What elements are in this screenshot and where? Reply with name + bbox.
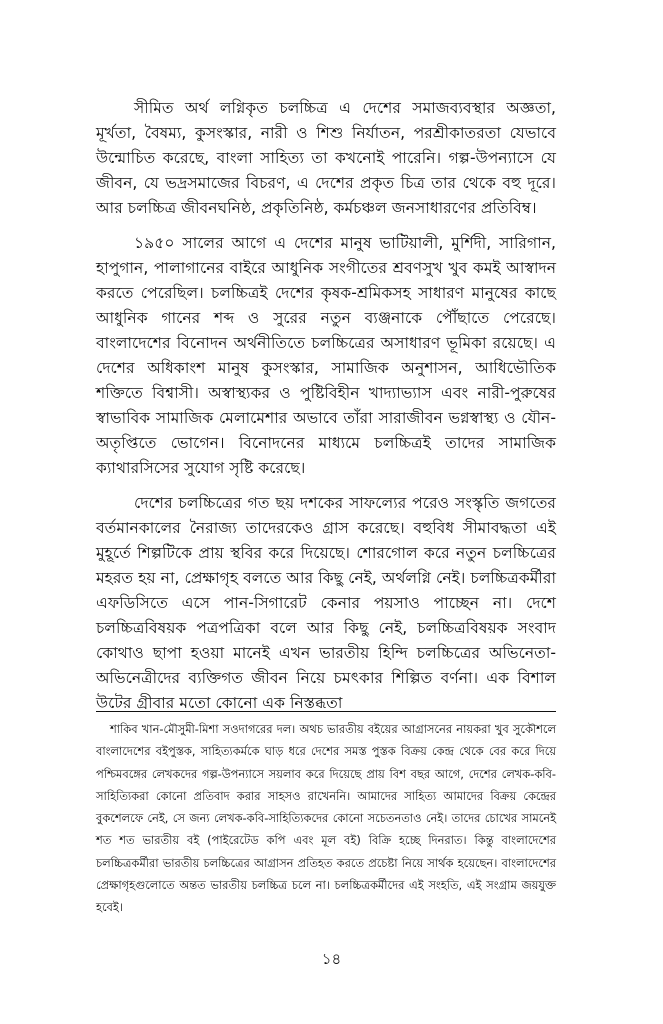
paragraph-1: সীমিত অর্থ লগ্নিকৃত চলচ্চিত্র এ দেশের সমাজব্যবস্থার অজ্ঞতা, মূর্খতা, বৈষম্য, কুসংস্কার, নারী ও শিশু নির্যাতন, পরশ্রীকাতরতা যেভাবে উন্মোচিত করেছে, বাংলা সাহিত্য তা কখনোই পারেনি। গল্প-উপন্যাসে যে জীবন, যে ভদ্রসমাজের বিচরণ, এ দেশের প্রকৃত চিত্র তার থেকে বহু দূরে। আর চলচ্চিত্র জীবনঘনিষ্ঠ, প্রকৃতিনিষ্ঠ, কর্মচঞ্চল জনসাধারণের প্রতিবিম্ব। [96,99,556,217]
page-number: ১৪ [321,950,342,968]
paragraph-2: ১৯৫০ সালের আগে এ দেশের মানুষ ভাটিয়ালী, মুর্শিদী, সারিগান, হাপুগান, পালাগানের বাইরে আধুনিক সংগীতের শ্রবণসুখ খুব কমই আস্বাদন করতে পেরেছিল। চলচ্চিত্রই দেশের কৃষক-শ্রমিকসহ সাধারণ মানুষের কাছে আধুনিক গানের শব্দ ও সুরের নতুন ব্যঞ্জনাকে পৌঁছাতে পেরেছে। বাংলাদেশের বিনোদন অর্থনীতিতে চলচ্চিত্রের অসাধারণ ভূমিকা রয়েছে। এ দেশের অধিকাংশ মানুষ কুসংস্কার, সামাজিক অনুশাসন, আধিভৌতিক শক্তিতে বিশ্বাসী। অস্বাস্থ্যকর ও পুষ্টিবিহীন খাদ্যাভ্যাস এবং নারী-পুরুষের স্বাভাবিক সামাজিক মেলামেশার অভাবে তাঁরা সারাজীবন ভগ্নস্বাস্থ্য ও যৌন-অতৃপ্তিতে ভোগেন। বিনোদনের মাধ্যমে চলচ্চিত্রই তাদের সামাজিক ক্যাথারসিসের সুযোগ সৃষ্টি করেছে। [96,234,556,477]
footnote: শাকিব খান-মৌসুমী-মিশা সওদাগরের দল। অথচ ভারতীয় বইয়ের আগ্রাসনের নায়করা খুব সুকৌশলে বাংলাদেশের বইপুস্তক, সাহিত্যকর্মকে ঘাড় ধরে দেশের সমস্ত পুস্তক বিক্রয় কেন্দ্র থেকে বের করে দিয়ে পশ্চিমবঙ্গের লেখকদের গল্প-উপন্যাসে সয়লাব করে দিয়েছে প্রায় বিশ বছর আগে, দেশের লেখক-কবি-সাহিত্যিকরা কোনো প্রতিবাদ করার সাহসও রাখেননি। আমাদের সাহিত্য আমাদের বিক্রয় কেন্দ্রের বুকশেলফে নেই, সে জন্য লেখক-কবি-সাহিত্যিকদের কোনো সচেতনতাও নেই। তাদের চোখের সামনেই শত শত ভারতীয় বই (পাইরেটেড কপি এবং মূল বই) বিক্রি হচ্ছে দিনরাত। কিন্তু বাংলাদেশের চলচ্চিত্রকর্মীরা ভারতীয় চলচ্চিত্রের আগ্রাসন প্রতিহত করতে প্রচেষ্টা নিয়ে সার্থক হয়েছেন। বাংলাদেশের প্রেক্ষাগৃহগুলোতে অন্তত ভারতীয় চলচ্চিত্র চলে না। চলচ্চিত্রকর্মীদের এই সংহতি, এই সংগ্রাম জয়যুক্ত হবেই। [96,722,556,915]
footnote-divider [96,711,556,712]
main-text [96,96,556,716]
paragraph-3: দেশের চলচ্চিত্রের গত ছয় দশকের সাফল্যের পরেও সংস্কৃতি জগতের বর্তমানকালের নৈরাজ্য তাদেরকেও গ্রাস করেছে। বহুবিধ সীমাবদ্ধতা এই মুহূর্তে শিল্পটিকে প্রায় স্থবির করে দিয়েছে। শোরগোল করে নতুন চলচ্চিত্রের মহরত হয় না, প্রেক্ষাগৃহ বলতে আর কিছু নেই, অর্থলগ্নি নেই। চলচ্চিত্রকর্মীরা এফডিসিতে এসে পান-সিগারেট কেনার পয়সাও পাচ্ছেন না। দেশে চলচ্চিত্রবিষয়ক পত্রপত্রিকা বলে আর কিছু নেই, চলচ্চিত্রবিষয়ক সংবাদ কোথাও ছাপা হওয়া মানেই এখন ভারতীয় হিন্দি চলচ্চিত্রের অভিনেতা-অভিনেত্রীদের ব্যক্তিগত জীবন নিয়ে চমৎকার শিল্পিত বর্ণনা। এক বিশাল উটের গ্রীবার মতো কোনো এক নিস্তব্ধতা [96,494,556,712]
